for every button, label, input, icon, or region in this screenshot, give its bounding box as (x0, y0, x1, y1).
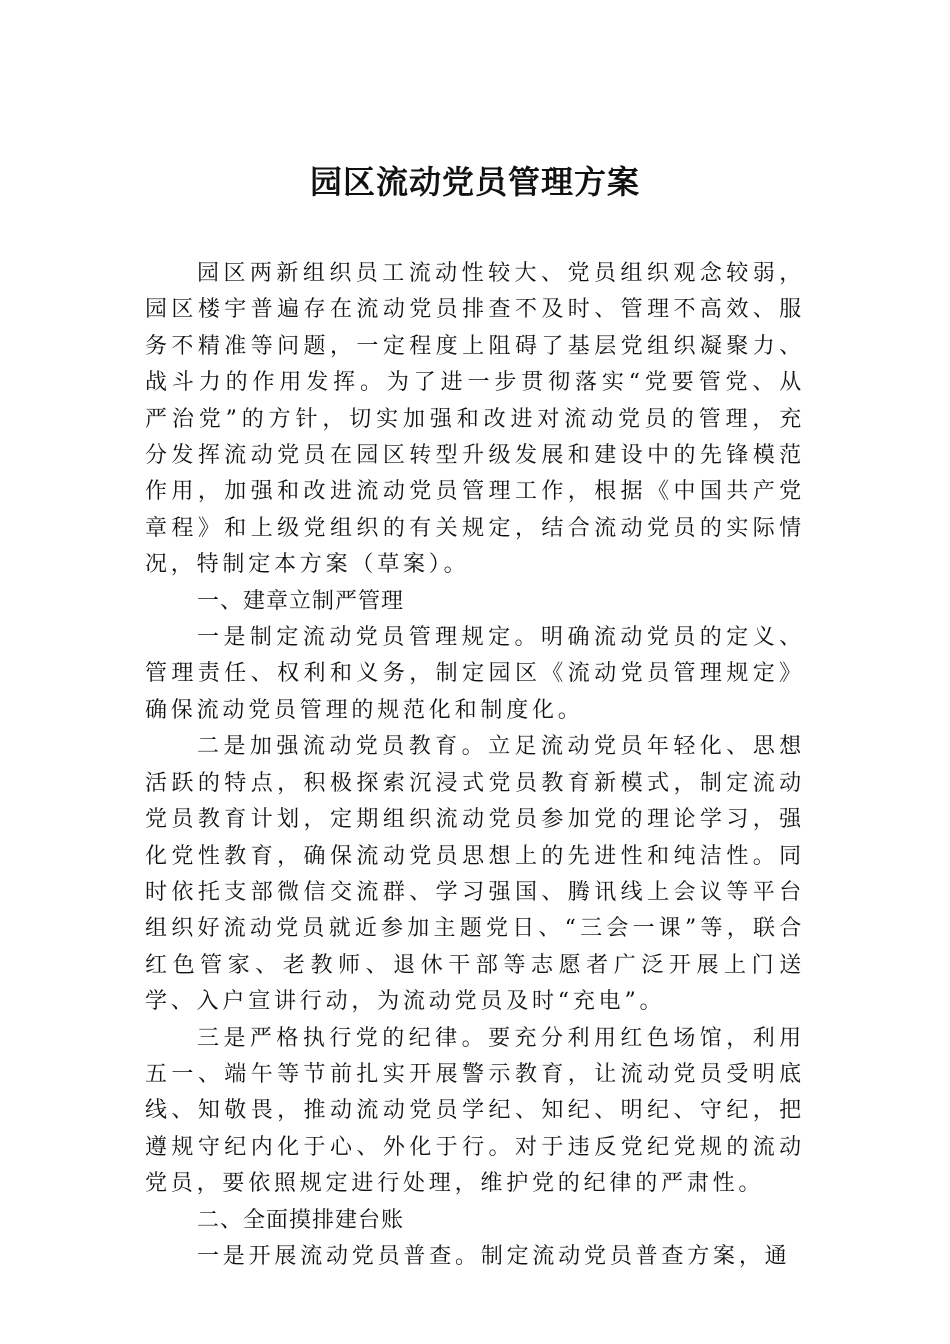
document-body (145, 256, 805, 1275)
item-lead: 二是加强流动党员教育。 (197, 734, 489, 760)
section-1-item-3 (145, 1021, 805, 1203)
intro-paragraph: 园区两新组织员工流动性较大、党员组织观念较弱，园区楼宇普遍存在流动党员排查不及时、管理不高效、服务不精准等问题，一定程度上阻碍了基层党组织凝聚力、战斗力的作用发挥。为了进一步贯彻落实“党要管党、从严治党”的方针，切实加强和改进对流动党员的管理，充分发挥流动党员在园区转型升级发展和建设中的先锋模范作用，加强和改进流动党员管理工作，根据《中国共产党章程》和上级党组织的有关规定，结合流动党员的实际情况，特制定本方案（草案）。 (145, 261, 805, 578)
item-text: 要充分利用红色场馆，利用五一、端午等节前扎实开展警示教育，让流动党员受明底线、知敬畏，推动流动党员学纪、知纪、明纪、守纪，把遵规守纪内化于心、外化于行。对于违反党纪党规的流动党员，要依照规定进行处理，维护党的纪律的严肃性。 (145, 1025, 805, 1197)
section-heading-2: 二、全面摸排建台账 (197, 1207, 405, 1233)
item-text: 明确流动党员的定义、管理责任、权利和义务，制定园区《流动党员管理规定》确保流动党员管理的规范化和制度化。 (145, 625, 805, 723)
section-heading-1: 一、建章立制严管理 (197, 588, 405, 614)
item-lead: 三是严格执行党的纪律。 (197, 1025, 489, 1051)
item-text: 立足流动党员年轻化、思想活跃的特点，积极探索沉浸式党员教育新模式，制定流动党员教育计划，定期组织流动党员参加党的理论学习，强化党性教育，确保流动党员思想上的先进性和纯洁性。同时依托支部微信交流群、学习强国、腾讯线上会议等平台组织好流动党员就近参加主题党日、“三会一课”等，联合红色管家、老教师、退休干部等志愿者广泛开展上门送学、入户宣讲行动，为流动党员及时“充电”。 (145, 734, 805, 1015)
section-1-item-2 (145, 729, 805, 1020)
item-text: 制定流动党员普查方案，通 (480, 1243, 791, 1269)
item-lead: 一是开展流动党员普查。 (197, 1243, 481, 1269)
document-title: 园区流动党员管理方案 (309, 163, 640, 201)
item-lead: 一是制定流动党员管理规定。 (197, 625, 542, 651)
section-1-item-1 (145, 620, 805, 729)
section-2-item-1 (145, 1239, 805, 1275)
